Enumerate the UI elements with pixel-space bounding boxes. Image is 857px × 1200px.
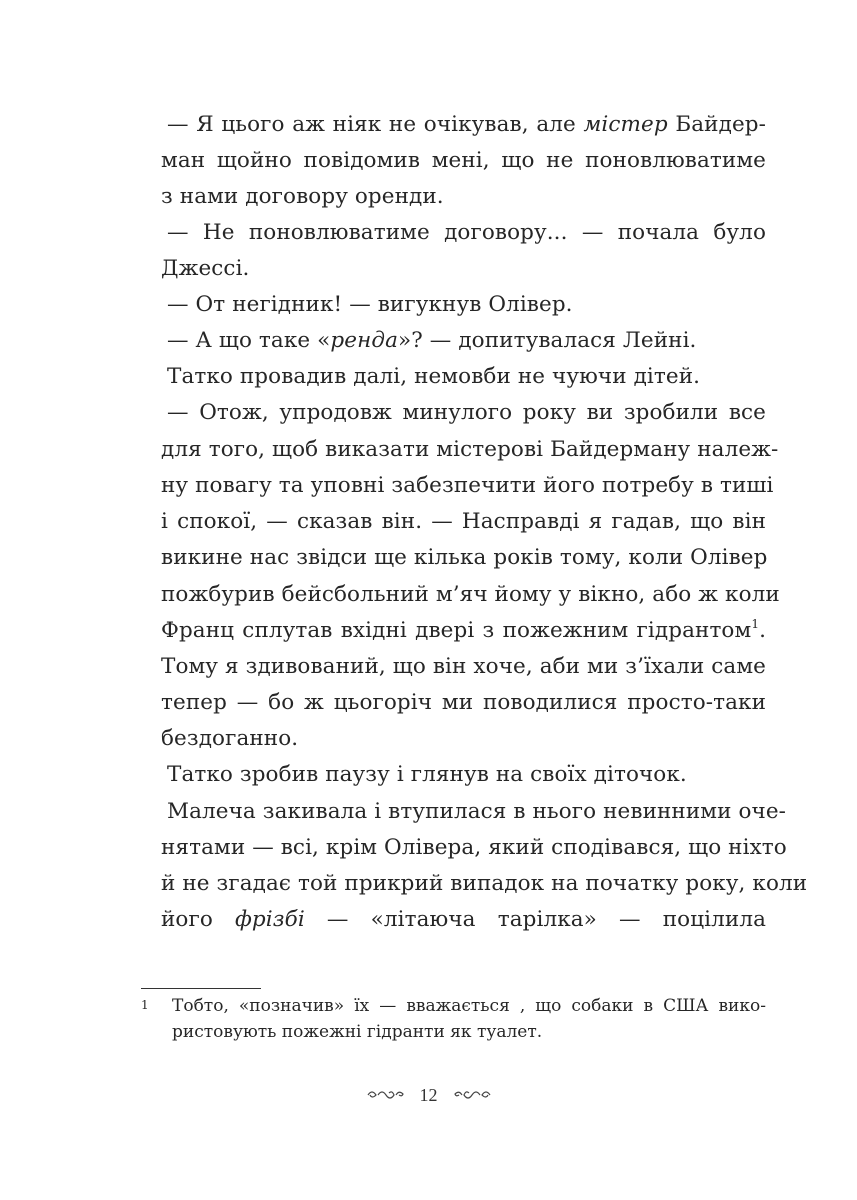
ornament-right-icon [452, 1085, 492, 1109]
text-run: Татко зробив паузу і глянув на своїх діточок. [167, 762, 687, 787]
text-run: ну повагу та уповні забезпечити його потребу в тиші [161, 473, 774, 498]
text-line [167, 326, 766, 356]
text-run: — Отож, упродовж минулого року ви зробили все [167, 400, 766, 425]
text-run: . [759, 618, 766, 643]
text-run: Байдер- [667, 112, 766, 137]
text-line [167, 218, 766, 248]
text-line [161, 435, 779, 465]
italic-word: фрізбі [235, 907, 305, 932]
text-run: для того, щоб виказати містерові Байдерману належ- [161, 437, 779, 462]
text-line [161, 146, 766, 176]
text-run: тепер — бо ж цьогоріч ми поводилися просто-таки [161, 690, 766, 715]
italic-word: містер [583, 112, 668, 137]
text-run: — Не поновлюватиме договору... — почала було [167, 220, 766, 245]
text-line [161, 688, 766, 718]
italic-word: ренда [330, 328, 398, 353]
footnote-reference: 1 [751, 617, 760, 631]
text-line [161, 254, 766, 284]
page-number: 12 [419, 1085, 438, 1105]
text-run: з нами договору оренди. [161, 184, 444, 209]
text-line [167, 760, 766, 790]
text-run: його [161, 907, 235, 932]
text-run: — Я цього аж ніяк не очікував, але [167, 112, 584, 137]
text-line [167, 110, 766, 140]
text-run: Тому я здивований, що він хоче, аби ми з’їхали саме [161, 654, 766, 679]
text-line [161, 543, 766, 573]
text-run: ман щойно повідомив мені, що не поновлюватиме [161, 148, 766, 173]
text-run: Татко провадив далі, немовби не чуючи дітей. [167, 364, 701, 389]
text-line [161, 724, 766, 754]
text-run: — «літаюча тарілка» — поцілила [304, 907, 766, 932]
text-line [161, 833, 787, 863]
text-run: — А що таке « [167, 328, 331, 353]
text-run: »? — допитувалася Лейні. [397, 328, 697, 353]
text-run: Франц сплутав вхідні двері з пожежним гідрантом [161, 618, 752, 643]
text-line [161, 507, 766, 537]
text-run: Джессі. [161, 256, 250, 281]
text-line [167, 398, 766, 428]
page-footer [0, 1083, 857, 1109]
flourish-right-icon [452, 1089, 492, 1101]
text-run: пожбурив бейсбольний м’яч йому у вікно, або ж коли [161, 582, 780, 607]
text-line [167, 362, 766, 392]
ornament-left-icon [366, 1085, 406, 1109]
text-line [161, 580, 780, 610]
text-line [161, 869, 808, 899]
flourish-left-icon [366, 1089, 406, 1101]
text-line [161, 905, 766, 935]
text-run: бездоганно. [161, 726, 299, 751]
text-run: і спокої, — сказав він. — Насправді я гадав, що він [161, 509, 766, 534]
text-line [161, 182, 766, 212]
footnote-line: Тобто, «позначив» їх — вважається , що собаки в США вико- [172, 996, 766, 1016]
text-run: нятами — всі, крім Олівера, який сподівався, що ніхто [161, 835, 787, 860]
text-line [167, 797, 787, 827]
text-line [161, 471, 774, 501]
text-run: Малеча закивала і втупилася в нього невинними оче- [167, 799, 787, 824]
footnote-line: ристовують пожежні гідранти як туалет. [172, 1022, 543, 1042]
text-run: й не згадає той прикрий випадок на початку року, коли [161, 871, 808, 896]
text-line [167, 290, 766, 320]
footnote-rule [141, 988, 261, 989]
text-run: — От негідник! — вигукнув Олівер. [167, 292, 573, 317]
text-line [161, 652, 766, 682]
text-run: викине нас звідси ще кілька років тому, коли Олівер [161, 545, 768, 570]
text-line [161, 616, 766, 646]
footnote-marker: 1 [141, 998, 149, 1012]
